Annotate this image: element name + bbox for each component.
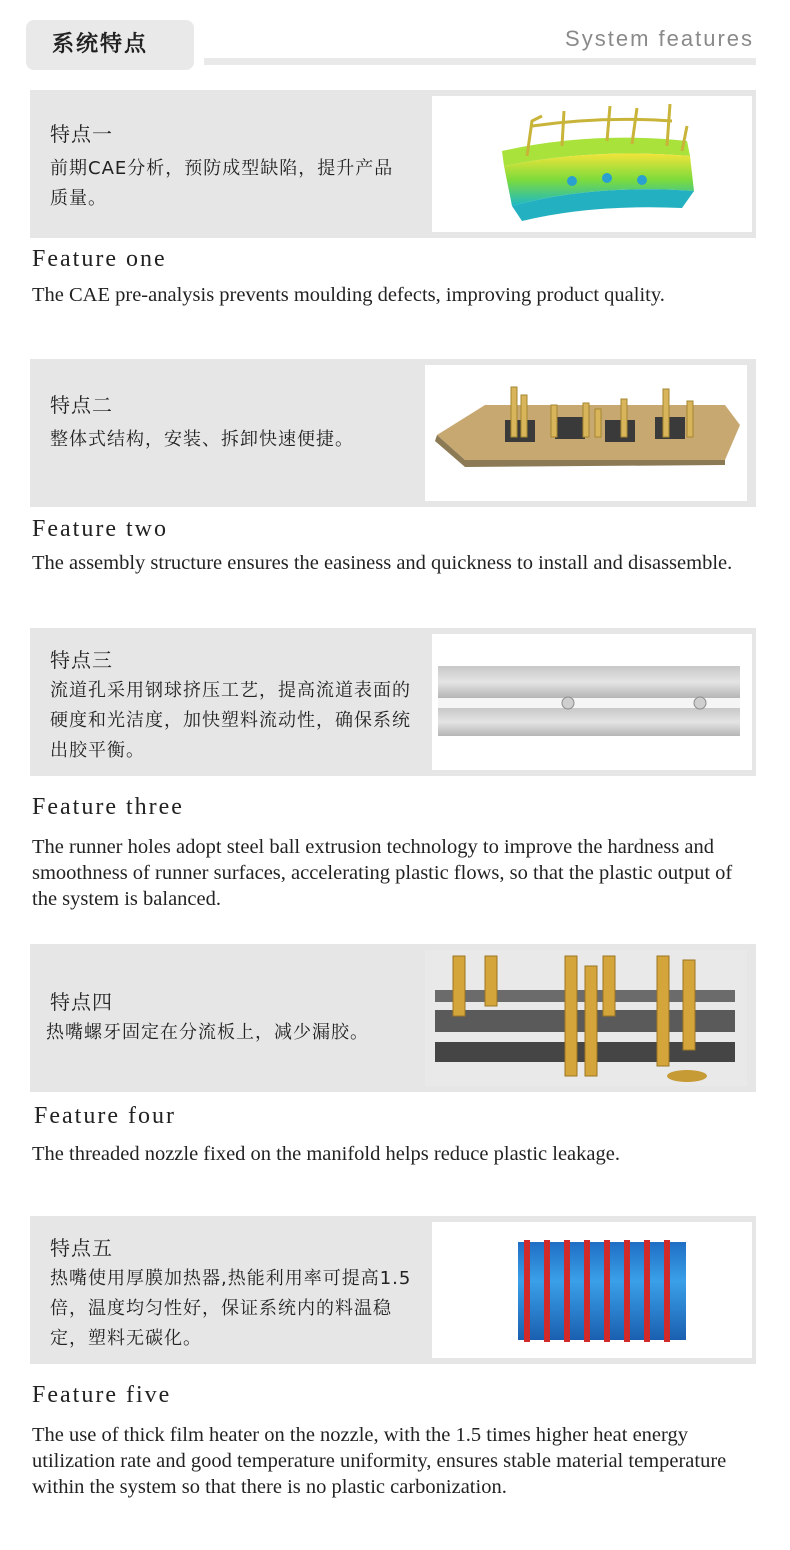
feature-card-4: [30, 944, 756, 1092]
feature-1-en-desc: The CAE pre-analysis prevents moulding defects, improving product quality.: [32, 284, 665, 306]
threaded-nozzle-image: [425, 950, 747, 1086]
section-title-tab: [26, 20, 194, 70]
feature-5-cn-desc: 热嘴使用厚膜加热器,热能利用率可提高1.5倍，温度均匀性好，保证系统内的料温稳定，塑料无碳化。: [50, 1268, 412, 1349]
section-title-en: System features: [565, 26, 754, 51]
feature-1-cn-title: 特点一: [50, 122, 113, 146]
runner-hole-image: [432, 634, 752, 770]
feature-3-cn-title: 特点三: [50, 648, 113, 672]
feature-5-en-title: Feature five: [32, 1382, 172, 1408]
feature-3-cn-desc: 流道孔采用钢球挤压工艺，提高流道表面的硬度和光洁度，加快塑料流动性，确保系统出胶平衡。: [50, 680, 411, 761]
feature-1-cn-desc: 前期CAE分析，预防成型缺陷，提升产品质量。: [50, 158, 394, 209]
feature-5-cn-title: 特点五: [50, 1236, 113, 1260]
assembly-structure-image: [425, 365, 747, 501]
feature-4-en-desc: The threaded nozzle fixed on the manifold helps reduce plastic leakage.: [32, 1143, 620, 1165]
feature-4-cn-title: 特点四: [50, 990, 113, 1014]
feature-5-en-desc: The use of thick film heater on the nozzle, with the 1.5 times higher heat energy utilization rate and good temperature uniformity, ensures stable material temperature within the system so that there is no plastic carbonization.: [32, 1424, 727, 1498]
feature-3-en-title: Feature three: [32, 794, 184, 820]
section-title-cn: 系统特点: [52, 32, 149, 57]
feature-card-3: [30, 628, 756, 776]
feature-card-5: [30, 1216, 756, 1364]
feature-4-cn-desc: 热嘴螺牙固定在分流板上，减少漏胶。: [46, 1022, 369, 1043]
cae-analysis-image: [432, 96, 752, 232]
feature-2-cn-title: 特点二: [50, 393, 113, 417]
feature-2-en-desc: The assembly structure ensures the easiness and quickness to install and disassemble.: [32, 552, 733, 574]
feature-4-en-title: Feature four: [34, 1103, 176, 1129]
thick-film-heater-image: [432, 1222, 752, 1358]
feature-card-1: [30, 90, 756, 238]
feature-card-2: [30, 359, 756, 507]
header-divider: [204, 58, 756, 65]
feature-2-cn-desc: 整体式结构，安装、拆卸快速便捷。: [50, 429, 354, 450]
feature-1-en-title: Feature one: [32, 246, 167, 272]
feature-3-en-desc: The runner holes adopt steel ball extrusion technology to improve the hardness and smoothness of runner surfaces, accelerating plastic flows, so that the plastic output of the system is balanced.: [32, 836, 733, 910]
feature-2-en-title: Feature two: [32, 516, 168, 542]
